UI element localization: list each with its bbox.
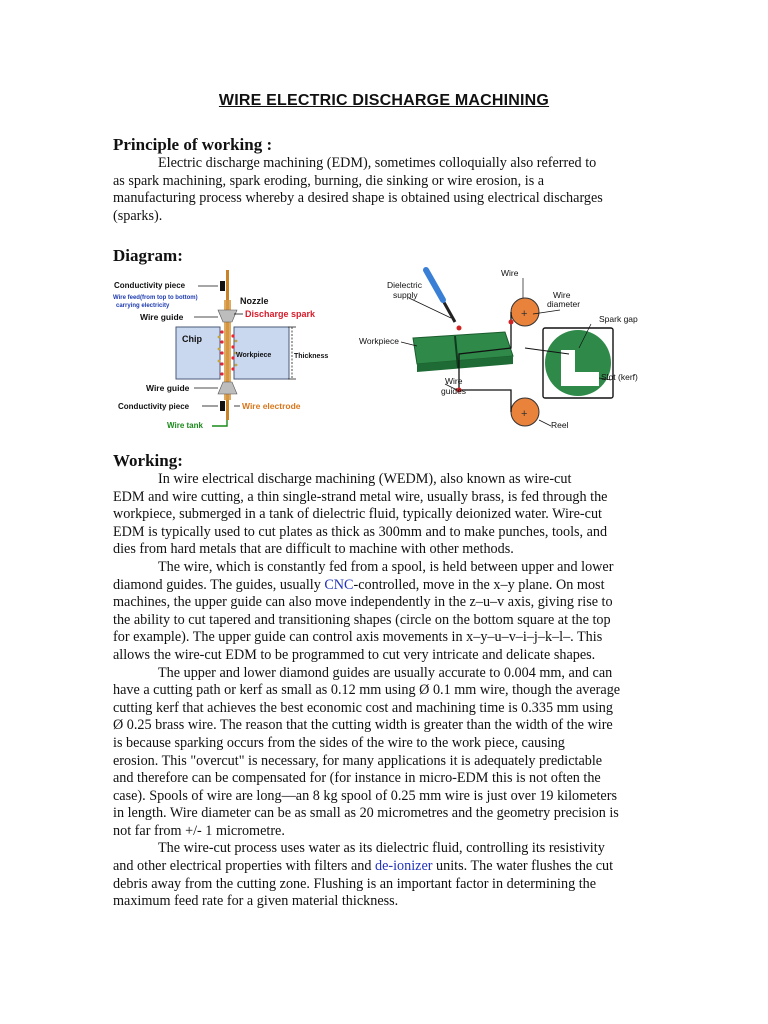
label-wire-electrode: Wire electrode xyxy=(242,401,301,411)
text-line: and therefore can be compensated for (for instance in micro-EDM this is not often the xyxy=(113,770,601,787)
text-line: debris away from the cutting zone. Flushing is an important factor in determining the xyxy=(113,875,597,892)
text-line: for example). The upper guide can control axis movements in x–y–u–v–i–j–k–l–. This xyxy=(113,629,603,646)
slot-square xyxy=(525,328,613,398)
text-line xyxy=(113,577,653,595)
text-line xyxy=(113,858,653,876)
text-line: workpiece, submerged in a tank of dielectric fluid, typically deionized water. Wire-cut xyxy=(113,506,602,523)
label-dielectric-1: Dielectric xyxy=(387,280,422,290)
label-wire-feed-1: Wire feed(from top to bottom) xyxy=(113,295,198,301)
label-conductivity-bottom: Conductivity piece xyxy=(118,402,190,411)
label-wire-guide-top: Wire guide xyxy=(140,312,184,322)
text-fragment: units. The water flushes the cut xyxy=(432,858,614,875)
label-reel: Reel xyxy=(551,420,569,430)
label-dielectric-2: supply xyxy=(393,290,418,300)
label-wire-feed-2: carrying electricity xyxy=(116,303,170,309)
label-nozzle: Nozzle xyxy=(240,296,269,306)
cnc-link[interactable]: CNC xyxy=(324,576,354,593)
text-line: EDM and wire cutting, a thin single-strand metal wire, usually brass, is fed through the xyxy=(113,488,608,505)
de-ionizer-link[interactable]: de-ionizer xyxy=(374,858,433,875)
text-fragment: diamond guides. The guides, usually xyxy=(113,576,325,593)
text-fragment: and other electrical properties with filters and xyxy=(113,858,375,875)
text-line: Electric discharge machining (EDM), sometimes colloquially also referred to xyxy=(158,155,597,171)
text-line: EDM is typically used to cut plates as thick as 300mm and to make punches, tools, and xyxy=(113,523,608,540)
label-conductivity-top: Conductivity piece xyxy=(114,281,186,290)
label-wire: Wire xyxy=(501,268,519,278)
label-workpiece: Workpiece xyxy=(359,336,399,346)
text-line: dies from hard metals that are difficult to machine with other methods. xyxy=(113,541,514,558)
label-wire-guide-bottom: Wire guide xyxy=(146,383,190,393)
text-line: The upper and lower diamond guides are usually accurate to 0.004 mm, and can xyxy=(158,664,613,681)
text-line: manufacturing process whereby a desired shape is obtained using electrical discharges xyxy=(113,190,603,207)
conductivity-piece-top-block xyxy=(220,281,225,291)
working-text xyxy=(113,471,653,911)
text-line: maximum feed rate for a given material thickness. xyxy=(113,893,399,910)
lower-guide-shape xyxy=(218,382,237,394)
label-wire-guides-1: Wire xyxy=(445,376,463,386)
text-line: the ability to cut tapered and transitioning shapes (circle on the bottom square at the top xyxy=(113,611,611,628)
text-line: in length. Wire diameter can be as small as 20 micrometres and the geometry precision is xyxy=(113,805,619,822)
label-wire-tank: Wire tank xyxy=(167,421,203,430)
text-line: Ø 0.25 brass wire. The reason that the cutting width is greater than the width of the wire xyxy=(113,717,613,734)
text-line: machines, the upper guide can also move independently in the z–u–v axis, giving rise to xyxy=(113,594,613,611)
dielectric-red-dot xyxy=(457,326,462,331)
text-line: have a cutting path or kerf as small as 0.12 mm using Ø 0.1 mm wire, though the average xyxy=(113,682,621,699)
label-wire-diameter-2: diameter xyxy=(547,299,581,309)
text-line: In wire electrical discharge machining (WEDM), also known as wire-cut xyxy=(158,471,572,487)
text-line: allows the wire-cut EDM to be programmed to cut very intricate and delicate shapes. xyxy=(113,646,596,663)
text-line: not far from +/- 1 micrometre. xyxy=(113,822,285,839)
wire-cut-setup-diagram xyxy=(355,260,655,435)
text-line: as spark machining, spark eroding, burning, die sinking or wire erosion, is a xyxy=(113,172,545,189)
wedm-schematic-diagram xyxy=(110,270,345,435)
text-line: erosion. This "overcut" is necessary, for many applications it is adequately predictable xyxy=(113,752,603,769)
label-discharge-spark: Discharge spark xyxy=(245,309,316,319)
working-heading: Working: xyxy=(113,451,183,470)
label-workpiece: Workpiece xyxy=(236,352,272,359)
label-chip: Chip xyxy=(182,334,202,344)
svg-text:+: + xyxy=(521,408,528,420)
label-wire-diameter-1: Wire xyxy=(553,290,571,300)
svg-text:+: + xyxy=(521,308,528,320)
text-line: is because sparking occurs from the sides of the wire to the work piece, causing xyxy=(113,734,565,751)
principle-heading: Principle of working : xyxy=(113,135,273,154)
label-wire-guides-2: guides xyxy=(441,386,467,396)
text-line: case). Spools of wire are long—an 8 kg spool of 0.25 mm wire is just over 19 kilometers xyxy=(113,787,617,804)
label-spark-gap: Spark gap xyxy=(599,314,638,324)
label-thickness: Thickness xyxy=(294,353,329,360)
principle-paragraph xyxy=(113,155,653,225)
text-line: cutting kerf that achieves the best economic cost and machining time is 0.335 mm using xyxy=(113,699,613,716)
text-line: The wire, which is constantly fed from a spool, is held between upper and lower xyxy=(158,558,614,575)
conductivity-piece-bottom-block xyxy=(220,401,225,411)
document-title: WIRE ELECTRIC DISCHARGE MACHINING xyxy=(218,92,550,109)
diagram-heading: Diagram: xyxy=(113,246,183,265)
upper-guide-dot xyxy=(509,320,514,325)
text-line: (sparks). xyxy=(113,207,163,224)
nozzle-shape xyxy=(218,310,237,322)
text-fragment: -controlled, move in the x–y plane. On most xyxy=(353,576,605,593)
text-line: The wire-cut process uses water as its dielectric fluid, controlling its resistivity xyxy=(158,840,605,857)
wire-tank-arrow xyxy=(212,420,227,426)
label-slot: Slot (kerf) xyxy=(601,372,638,382)
